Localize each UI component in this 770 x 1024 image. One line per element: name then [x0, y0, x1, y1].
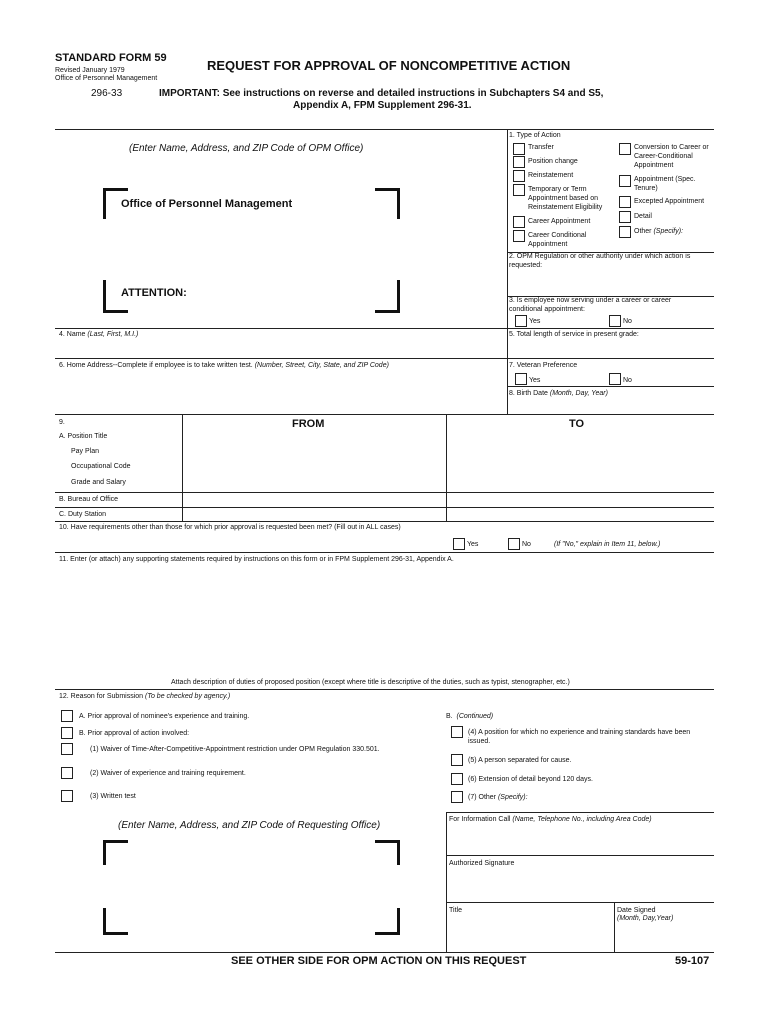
name-field[interactable]: [59, 340, 503, 356]
from-header: FROM: [292, 418, 325, 430]
checkbox-reinstatement[interactable]: [513, 170, 525, 182]
signature-label: Authorized Signature: [449, 860, 515, 867]
important-line-1: IMPORTANT: See instructions on reverse and detailed instructions in Subchapters S4 and S5,: [159, 88, 604, 99]
page-title: REQUEST FOR APPROVAL OF NONCOMPETITIVE ACTION: [207, 58, 571, 73]
item10-no-checkbox[interactable]: [508, 538, 520, 550]
reason-b7-hint: (Specify):: [497, 794, 528, 801]
title-label: Title: [449, 907, 462, 914]
reason-b5-checkbox[interactable]: [451, 754, 463, 766]
form-name: STANDARD FORM 59: [55, 52, 167, 64]
item7-yes: Yes: [529, 377, 541, 384]
signature-field[interactable]: [449, 870, 712, 900]
item5-label: 5. Total length of service in present grade:: [509, 331, 639, 338]
item2-label: 2. OPM Regulation or other authority under which action is requested:: [509, 253, 691, 269]
bureau-label: B. Bureau of Office: [59, 496, 119, 503]
service-length-field[interactable]: [509, 340, 712, 356]
option-temporary-term: Temporary or Term Appointment based on Reinstatement Eligibility: [528, 186, 603, 211]
bracket-req-top-right: [375, 840, 400, 865]
checkbox-spec-tenure[interactable]: [619, 175, 631, 187]
from-fields[interactable]: [184, 432, 444, 490]
checkbox-career-conditional[interactable]: [513, 230, 525, 242]
attention-label: ATTENTION:: [121, 287, 187, 299]
item3-yes-checkbox[interactable]: [515, 315, 527, 327]
occupational-code-label: Occupational Code: [71, 463, 131, 470]
attach-note: Attach description of duties of proposed position (except where title is descriptive of the duties, such as typist, stenographer, etc.): [171, 679, 570, 686]
item12-label: [59, 692, 230, 701]
item7-no: No: [623, 377, 632, 384]
opm-office-name: Office of Personnel Management: [121, 198, 293, 210]
reason-b7-label: (7) Other: [468, 794, 497, 801]
checkbox-excepted[interactable]: [619, 196, 631, 208]
bracket-req-bottom-left: [103, 908, 128, 935]
option-conversion: Conversion to Career or Career-Conditional Appointment: [634, 144, 709, 169]
checkbox-transfer[interactable]: [513, 143, 525, 155]
item12-label-text: 12. Reason for Submission: [59, 693, 144, 700]
item12-hint: (To be checked by agency.): [145, 693, 231, 700]
requesting-office-instruction: (Enter Name, Address, and ZIP Code of Requesting Office): [118, 820, 381, 831]
item3-no-checkbox[interactable]: [609, 315, 621, 327]
reason-b5: (5) A person separated for cause.: [468, 757, 572, 764]
reason-b4: (4) A position for which no experience and training standards have been issued.: [468, 729, 691, 745]
reason-b: B. Prior approval of action involved:: [79, 730, 190, 737]
reason-b-continued: [446, 712, 493, 721]
item3-label: 3. Is employee now serving under a career or career conditional appointment:: [509, 297, 672, 313]
form-issuer: Office of Personnel Management: [55, 75, 158, 82]
item10-note: (If "No," explain in Item 11, below.): [554, 541, 661, 548]
reason-b-checkbox[interactable]: [61, 727, 73, 739]
duty-station-label: C. Duty Station: [59, 511, 107, 518]
opm-office-instruction: (Enter Name, Address, and ZIP Code of OPM Office): [129, 143, 364, 154]
to-header: TO: [569, 418, 585, 430]
item10-label: 10. Have requirements other than those for which prior approval is requested been met? (Fill out in ALL cases): [59, 524, 401, 531]
item9-label: 9.: [59, 419, 65, 426]
option-other-label: Other: [634, 228, 652, 235]
option-detail: Detail: [634, 213, 652, 220]
option-excepted: Excepted Appointment: [634, 198, 705, 205]
option-other-hint: (Specify):: [653, 228, 684, 235]
reason-b2-checkbox[interactable]: [61, 767, 73, 779]
reason-b3: (3) Written test: [90, 793, 136, 800]
info-call-label: [449, 815, 652, 824]
item4-label: [59, 330, 138, 339]
position-title-label: A. Position Title: [59, 433, 108, 440]
info-call-hint: (Name, Telephone No., including Area Code): [512, 816, 652, 823]
item3-yes: Yes: [529, 318, 541, 325]
option-other: [634, 227, 683, 236]
important-line-2: Appendix A, FPM Supplement 296-31.: [293, 100, 472, 111]
item7-no-checkbox[interactable]: [609, 373, 621, 385]
item6-label-text: 6. Home Address--Complete if employee is to take written test.: [59, 362, 253, 369]
item7-yes-checkbox[interactable]: [515, 373, 527, 385]
reason-b7-checkbox[interactable]: [451, 791, 463, 803]
item7-label: 7. Veteran Preference: [509, 362, 578, 369]
option-career-conditional: Career Conditional Appointment: [528, 232, 587, 248]
item11-label: 11. Enter (or attach) any supporting statements required by instructions on this form or in FPM Supplement 296-31, Appendix A.: [59, 556, 454, 563]
bracket-req-bottom-right: [375, 908, 400, 935]
checkbox-career-appointment[interactable]: [513, 216, 525, 228]
form-revised: Revised January 1979: [55, 67, 125, 74]
option-position-change: Position change: [528, 158, 578, 165]
info-call-label-text: For Information Call: [449, 816, 511, 823]
date-signed-label: Date Signed: [617, 907, 656, 914]
reason-b1-checkbox[interactable]: [61, 743, 73, 755]
grade-salary-label: Grade and Salary: [71, 479, 126, 486]
option-career-appointment: Career Appointment: [528, 218, 591, 225]
item6-hint: (Number, Street, City, State, and ZIP Code): [254, 362, 389, 369]
option-reinstatement: Reinstatement: [528, 172, 574, 179]
reason-b-continued-hint: (Continued): [456, 713, 494, 720]
reason-b1: (1) Waiver of Time-After-Competitive-Appointment restriction under OPM Regulation 330.501.: [90, 746, 380, 753]
bracket-req-top-left: [103, 840, 128, 865]
item4-hint: (Last, First, M.I.): [87, 331, 139, 338]
item8-hint: (Month, Day, Year): [549, 390, 608, 397]
reason-b4-checkbox[interactable]: [451, 726, 463, 738]
item1-label: 1. Type of Action: [509, 132, 561, 139]
reason-a-checkbox[interactable]: [61, 710, 73, 722]
item8-label: [509, 389, 608, 398]
form-code: 296-33: [91, 88, 123, 99]
reason-b2: (2) Waiver of experience and training requirement.: [90, 770, 246, 777]
pay-plan-label: Pay Plan: [71, 448, 100, 455]
footer-code: 59-107: [675, 955, 710, 967]
option-spec-tenure: Appointment (Spec. Tenure): [634, 176, 696, 192]
bracket-top-right: [375, 188, 400, 219]
requesting-office-address-field[interactable]: [128, 846, 374, 930]
item10-yes-checkbox[interactable]: [453, 538, 465, 550]
item10-yes: Yes: [467, 541, 479, 548]
date-signed-hint: (Month, Day,Year): [617, 915, 674, 922]
reason-b7: [468, 793, 528, 802]
item6-label: [59, 361, 389, 370]
item4-label-text: 4. Name: [59, 331, 86, 338]
checkbox-conversion[interactable]: [619, 143, 631, 155]
to-fields[interactable]: [448, 432, 712, 490]
option-transfer: Transfer: [528, 144, 554, 151]
reason-b6: (6) Extension of detail beyond 120 days.: [468, 776, 593, 783]
reason-b3-checkbox[interactable]: [61, 790, 73, 802]
checkbox-temporary-term[interactable]: [513, 184, 525, 196]
reason-a: A. Prior approval of nominee's experience and training.: [79, 713, 250, 720]
item8-label-text: 8. Birth Date: [509, 390, 548, 397]
checkbox-position-change[interactable]: [513, 156, 525, 168]
checkbox-other[interactable]: [619, 226, 631, 238]
item10-no: No: [522, 541, 531, 548]
info-call-field[interactable]: [449, 826, 712, 852]
date-signed-field[interactable]: [617, 926, 712, 950]
footer-notice: SEE OTHER SIDE FOR OPM ACTION ON THIS REQUEST: [231, 955, 527, 967]
birth-date-field[interactable]: [509, 400, 712, 412]
bracket-bottom-right: [375, 280, 400, 313]
item2-field[interactable]: [509, 272, 712, 294]
checkbox-detail[interactable]: [619, 211, 631, 223]
item3-no: No: [623, 318, 632, 325]
reason-b-continued-label: B.: [446, 713, 453, 720]
supporting-statements-field[interactable]: [59, 567, 712, 675]
home-address-field[interactable]: [59, 372, 503, 412]
reason-b6-checkbox[interactable]: [451, 773, 463, 785]
title-field[interactable]: [449, 916, 611, 950]
